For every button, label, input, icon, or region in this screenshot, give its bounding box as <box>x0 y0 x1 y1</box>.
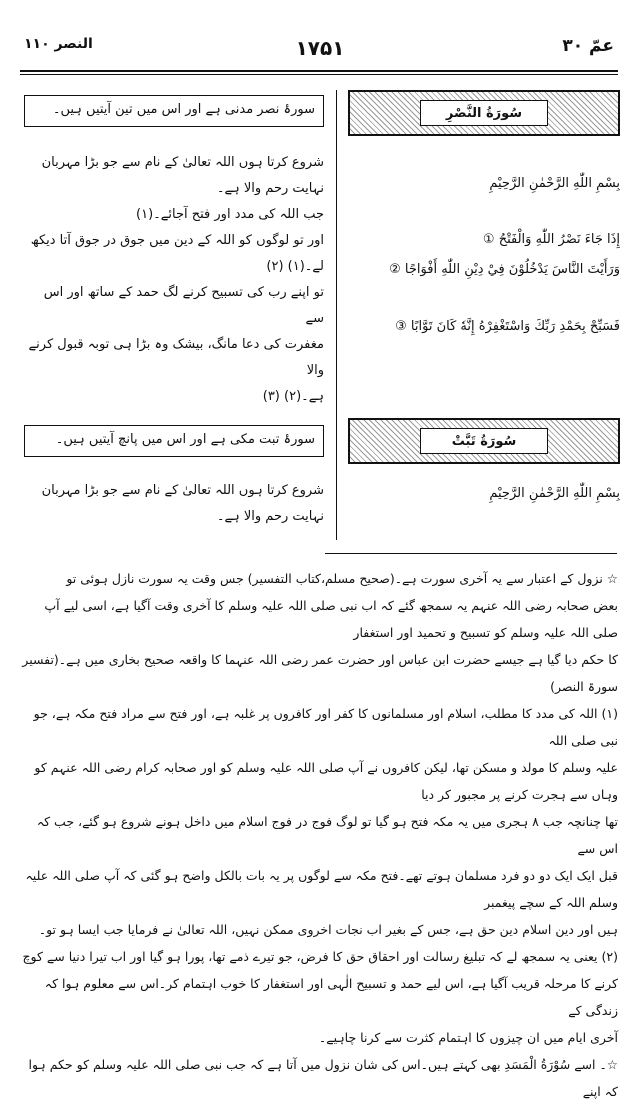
surah-nasr-banner <box>348 90 620 136</box>
surah-nasr-verse-2: وَرَأَيْتَ النَّاسَ يَدْخُلُوْنَ فِيْ دِيْنِ اللّٰهِ أَفْوَاجًا ② <box>389 262 620 277</box>
footnotes <box>20 565 618 1105</box>
footnote-line: کرنے کا مرحلہ قریب آگیا ہے، اس لیے حمد و تسبیح الٰہی اور استغفار کا خوب اہتمام کر۔اس سے معلوم ہوا کہ زندگی کے <box>44 976 618 1018</box>
surah-nasr-title: سُورَةُ النَّصْرِ <box>420 100 548 126</box>
footnote-line: ☆ نزول کے اعتبار سے یہ آخری سورت ہے۔(صحیح مسلم،کتاب التفسیر) جس وقت یہ سورت نازل ہوئی تو <box>66 571 618 586</box>
footnote-line: (۲) یعنی یہ سمجھ لے کہ تبلیغ رسالت اور احقاق حق کا فرض، جو تیرے ذمے تھا، پورا ہو گیا اور اب تیرا دنیا سے کوچ <box>22 949 618 964</box>
translation-line: ہے۔(۲) (۳) <box>262 389 324 404</box>
header-rule <box>20 70 618 72</box>
footnote-line: تھا چنانچہ جب ۸ ہجری میں یہ مکہ فتح ہو گیا تو لوگ فوج در فوج اسلام میں داخل ہونے شروع ہو گئے، جب کہ اس سے <box>36 814 618 856</box>
translation-line: لے۔(۱) (۲) <box>266 259 324 274</box>
footnote-line: قبل ایک ایک دو دو فرد مسلمان ہوتے تھے۔فتح مکہ سے لوگوں پر یہ بات بالکل واضح ہو گئی کہ آپ صلی اللہ علیہ وسلم اللہ کے سچے پیغمبر <box>25 868 618 910</box>
surah-lahab-banner <box>348 418 620 464</box>
footnote-line: آخری ایام میں ان چیزوں کا اہتمام کثرت سے کرنا چاہیے۔ <box>318 1030 618 1045</box>
surah-lahab-bismillah: بِسْمِ اللّٰهِ الرَّحْمٰنِ الرَّحِيْمِ <box>489 486 620 501</box>
surah-lahab-intro-box <box>24 425 324 457</box>
header-rule-thin <box>20 74 618 75</box>
footnote-line: علیہ وسلم کا مولد و مسکن تھا، لیکن کافروں نے آپ صلی اللہ علیہ وسلم کو اور صحابہ کرام رضی اللہ عنہم کو وہاں سے ہجرت کرنے پر مجبور کر دیا <box>34 760 618 802</box>
footnote-line: (۱) اللہ کی مدد کا مطلب، اسلام اور مسلمانوں کا کفر اور کافروں پر غلبہ ہے، اور فتح سے مراد فتح مکہ ہے، جو نبی صلی اللہ <box>33 706 618 748</box>
translation-line: تو اپنے رب کی تسبیح کرنے لگ حمد کے ساتھ اور اس سے <box>43 285 324 326</box>
column-divider <box>336 90 337 540</box>
footnote-line: ہیں اور دین اسلام دین حق ہے، جس کے بغیر اب نجات اخروی ممکن نہیں، اللہ تعالیٰ نے فرمایا جب ایسا ہو تو۔ <box>38 922 618 937</box>
translation-line: شروع کرتا ہوں اللہ تعالیٰ کے نام سے جو بڑا مہربان <box>41 155 324 170</box>
translation-line: شروع کرتا ہوں اللہ تعالیٰ کے نام سے جو بڑا مہربان <box>41 483 324 498</box>
surah-lahab-translation <box>24 478 324 530</box>
translation-line: جب اللہ کی مدد اور فتح آجائے۔(۱) <box>136 207 324 222</box>
surah-nasr-verse-1: إِذَا جَاءَ نَصْرُ اللّٰهِ وَالْفَتْحُ ① <box>482 232 620 247</box>
footnote-line: بعض صحابہ رضی اللہ عنہم یہ سمجھ گئے کہ اب نبی صلی اللہ علیہ وسلم کا آخری وقت آگیا ہے، اسی لیے آپ صلی اللہ علیہ وسلم کو تسبیح و تحمید اور استغفار <box>44 598 618 640</box>
translation-line: نہایت رحم والا ہے۔ <box>216 509 324 524</box>
header-juz-ref: عمّ ۳۰ <box>562 36 614 56</box>
surah-nasr-verse-3: فَسَبِّحْ بِحَمْدِ رَبِّكَ وَاسْتَغْفِرْهُ إِنَّهٗ كَانَ تَوَّابًا ③ <box>395 319 620 334</box>
footnote-rule <box>325 553 617 554</box>
translation-line: مغفرت کی دعا مانگ، بیشک وہ بڑا ہی توبہ قبول کرنے والا <box>28 337 324 378</box>
translation-line: اور تو لوگوں کو اللہ کے دین میں جوق در جوق آتا دیکھ <box>30 233 324 248</box>
translation-line: نہایت رحم والا ہے۔ <box>216 181 324 196</box>
page-number: ۱۷۵۱ <box>295 36 345 60</box>
page-header <box>20 30 618 70</box>
surah-lahab-title: سُورَةُ تَبَّتْ <box>420 428 548 454</box>
footnote-line: کا حکم دیا گیا ہے جیسے حضرت ابن عباس اور حضرت عمر رضی اللہ عنہما کا واقعہ صحیح بخاری میں ہے۔(تفسیر سورۃ النصر) <box>22 652 618 694</box>
footnote-line: ☆۔ اسے سُوْرَةُ الْمَسَدِ بھی کہتے ہیں۔اس کی شان نزول میں آتا ہے کہ جب نبی صلی اللہ علیہ وسلم کو حکم ہوا کہ اپنے <box>28 1057 618 1099</box>
surah-lahab-intro: سورۂ تبت مکی ہے اور اس میں پانچ آیتیں ہیں۔ <box>55 432 315 447</box>
surah-nasr-bismillah: بِسْمِ اللّٰهِ الرَّحْمٰنِ الرَّحِيْمِ <box>489 176 620 191</box>
surah-nasr-intro: سورۂ نصر مدنی ہے اور اس میں تین آیتیں ہیں۔ <box>52 102 315 117</box>
surah-nasr-intro-box <box>24 95 324 127</box>
surah-nasr-translation <box>24 150 324 410</box>
header-surah-ref: النصر ۱۱۰ <box>24 36 93 52</box>
